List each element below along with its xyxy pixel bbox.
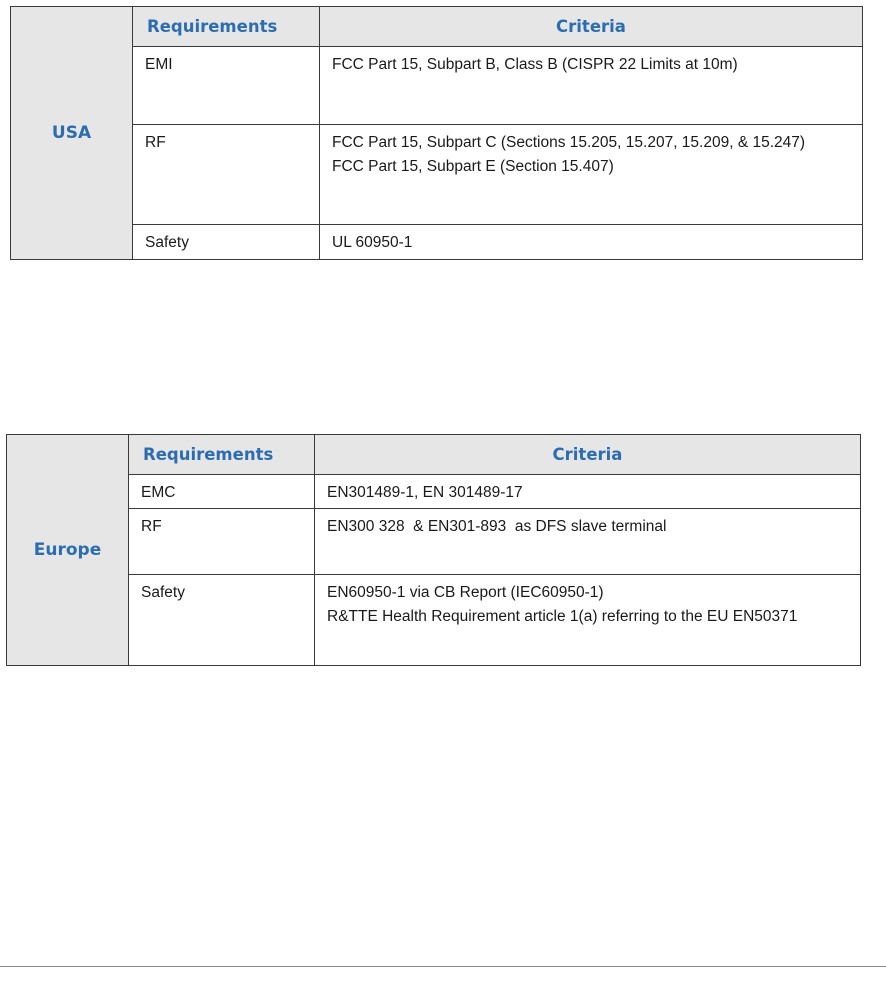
criteria-cell	[315, 509, 861, 575]
table-row	[7, 475, 861, 509]
criteria-text: R&TTE Health Requirement article 1(a) referring to the EU EN50371	[327, 608, 798, 625]
requirement-cell: EMI	[133, 47, 320, 125]
criteria-header: Criteria	[315, 435, 861, 475]
requirement-cell: Safety	[129, 575, 315, 666]
criteria-cell	[315, 575, 861, 666]
criteria-cell	[320, 47, 863, 125]
table-row	[11, 225, 863, 260]
criteria-cell	[320, 225, 863, 260]
requirement-cell: Safety	[133, 225, 320, 260]
region-label-europe: Europe	[7, 435, 129, 666]
criteria-text: FCC Part 15, Subpart B, Class B (CISPR 22 Limits at 10m)	[332, 56, 738, 73]
table-row	[7, 575, 861, 666]
requirements-header: Requirements	[129, 435, 315, 475]
criteria-text: EN301489-1, EN 301489-17	[327, 484, 523, 501]
europe-requirements-table	[6, 434, 861, 666]
criteria-cell	[320, 125, 863, 225]
criteria-text: EN60950-1 via CB Report (IEC60950-1)	[327, 584, 604, 601]
criteria-cell	[315, 475, 861, 509]
region-label-usa: USA	[11, 7, 133, 260]
requirement-cell: RF	[133, 125, 320, 225]
criteria-text: FCC Part 15, Subpart C (Sections 15.205, 15.207, 15.209, & 15.247)	[332, 134, 806, 151]
page-bottom-rule	[0, 966, 886, 967]
criteria-text: FCC Part 15, Subpart E (Section 15.407)	[332, 158, 614, 175]
table-row	[7, 509, 861, 575]
criteria-text: UL 60950-1	[332, 234, 413, 251]
requirement-cell: EMC	[129, 475, 315, 509]
criteria-text: EN300 328 & EN301-893 as DFS slave terminal	[327, 518, 667, 535]
table-row	[11, 47, 863, 125]
requirements-header: Requirements	[133, 7, 320, 47]
table-row	[11, 125, 863, 225]
requirement-cell: RF	[129, 509, 315, 575]
criteria-header: Criteria	[320, 7, 863, 47]
usa-requirements-table	[10, 6, 863, 260]
